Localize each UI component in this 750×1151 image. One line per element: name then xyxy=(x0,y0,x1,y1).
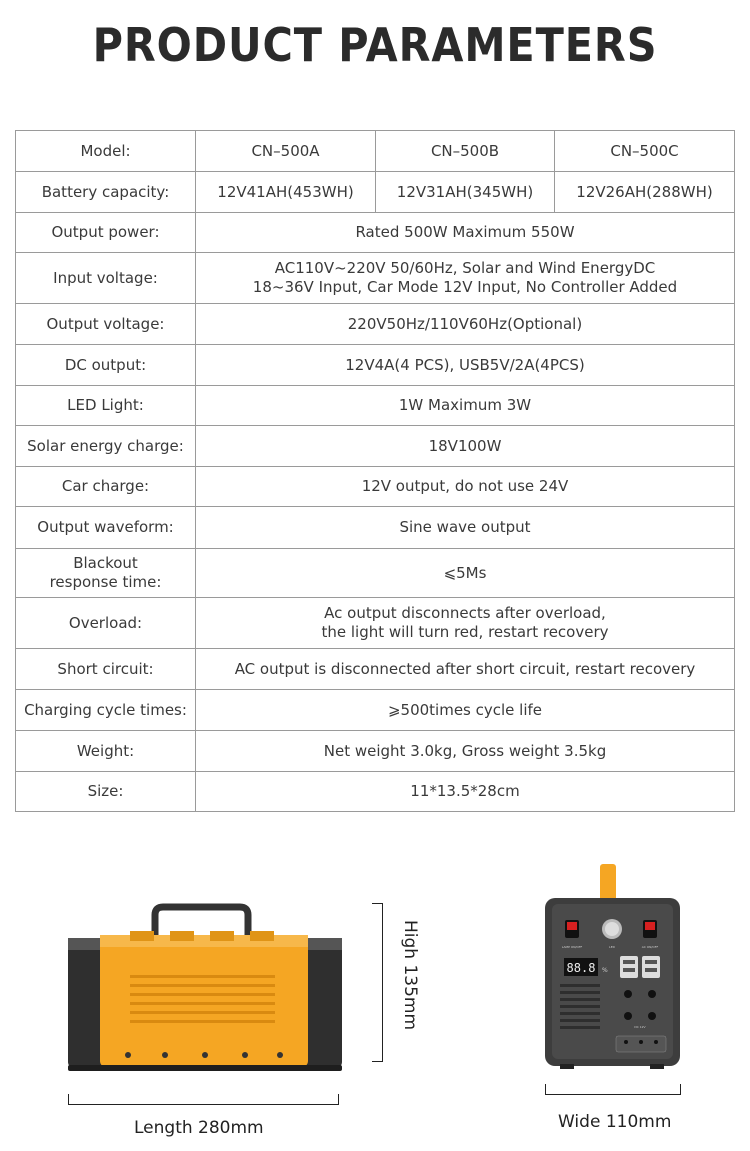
battery-a: 12V41AH(453WH) xyxy=(196,172,376,213)
table-row xyxy=(16,690,735,731)
table-row xyxy=(16,549,735,598)
spec-value: Rated 500W Maximum 550W xyxy=(196,213,735,253)
spec-label: Short circuit: xyxy=(16,649,196,690)
spec-value: 12V4A(4 PCS), USB5V/2A(4PCS) xyxy=(196,345,735,386)
table-row xyxy=(16,649,735,690)
table-row xyxy=(16,426,735,467)
length-dim-cap-left xyxy=(68,1094,69,1105)
display-digits: 88.8 xyxy=(566,961,596,975)
spec-value: 11*13.5*28cm xyxy=(196,772,735,812)
table-row xyxy=(16,304,735,345)
table-row xyxy=(16,386,735,426)
label-lamp: LAMP ON/OFF xyxy=(561,945,583,949)
spec-table xyxy=(15,130,735,812)
label-led: LED xyxy=(609,945,615,949)
spec-value: 1W Maximum 3W xyxy=(196,386,735,426)
spec-label: Output waveform: xyxy=(16,507,196,549)
page-title: PRODUCT PARAMETERS xyxy=(92,18,658,72)
spec-label: Weight: xyxy=(16,731,196,772)
table-row xyxy=(16,213,735,253)
spec-value: 18V100W xyxy=(196,426,735,467)
svg-text:%: % xyxy=(602,967,608,974)
device-side-view xyxy=(60,895,350,1080)
table-row xyxy=(16,598,735,649)
model-c: CN–500C xyxy=(555,131,735,172)
height-dim-line xyxy=(382,903,383,1061)
spec-value: AC110V~220V 50/60Hz, Solar and Wind EnergyDC 18~36V Input, Car Mode 12V Input, No Controller Added xyxy=(196,253,735,304)
battery-b: 12V31AH(345WH) xyxy=(376,172,555,213)
spec-value: Ac output disconnects after overload, the light will turn red, restart recovery xyxy=(196,598,735,649)
spec-label: Charging cycle times: xyxy=(16,690,196,731)
height-caption: High 135mm xyxy=(400,920,420,1031)
width-dim-cap-left xyxy=(545,1084,546,1095)
spec-label: LED Light: xyxy=(16,386,196,426)
height-dim-cap-bottom xyxy=(372,1061,383,1062)
spec-value: AC output is disconnected after short circuit, restart recovery xyxy=(196,649,735,690)
table-row xyxy=(16,731,735,772)
spec-value: Net weight 3.0kg, Gross weight 3.5kg xyxy=(196,731,735,772)
model-a: CN–500A xyxy=(196,131,376,172)
spec-label: Input voltage: xyxy=(16,253,196,304)
spec-label: Car charge: xyxy=(16,467,196,507)
length-dim-line xyxy=(68,1104,338,1105)
spec-value: 12V output, do not use 24V xyxy=(196,467,735,507)
length-caption: Length 280mm xyxy=(134,1118,264,1138)
table-row xyxy=(16,131,735,172)
width-dim-line xyxy=(545,1094,681,1095)
length-dim-cap-right xyxy=(338,1094,339,1105)
table-row xyxy=(16,345,735,386)
spec-label: DC output: xyxy=(16,345,196,386)
spec-label: Output voltage: xyxy=(16,304,196,345)
table-row xyxy=(16,507,735,549)
device-front-view xyxy=(540,862,690,1072)
spec-label: Size: xyxy=(16,772,196,812)
spec-label: Overload: xyxy=(16,598,196,649)
spec-label-model: Model: xyxy=(16,131,196,172)
spec-value: ⩽5Ms xyxy=(196,549,735,598)
model-b: CN–500B xyxy=(376,131,555,172)
table-row xyxy=(16,253,735,304)
spec-value: 220V50Hz/110V60Hz(Optional) xyxy=(196,304,735,345)
spec-label-battery: Battery capacity: xyxy=(16,172,196,213)
label-ac: AC ON/OFF xyxy=(641,945,659,949)
battery-c: 12V26AH(288WH) xyxy=(555,172,735,213)
spec-label: Output power: xyxy=(16,213,196,253)
width-caption: Wide 110mm xyxy=(558,1112,672,1132)
table-row xyxy=(16,467,735,507)
width-dim-cap-right xyxy=(680,1084,681,1095)
spec-value: ⩾500times cycle life xyxy=(196,690,735,731)
spec-label: Blackout response time: xyxy=(16,549,196,598)
label-dc: DC 12V xyxy=(634,1025,646,1029)
height-dim-cap-top xyxy=(372,903,383,904)
spec-value: Sine wave output xyxy=(196,507,735,549)
table-row xyxy=(16,172,735,213)
spec-label: Solar energy charge: xyxy=(16,426,196,467)
table-row xyxy=(16,772,735,812)
